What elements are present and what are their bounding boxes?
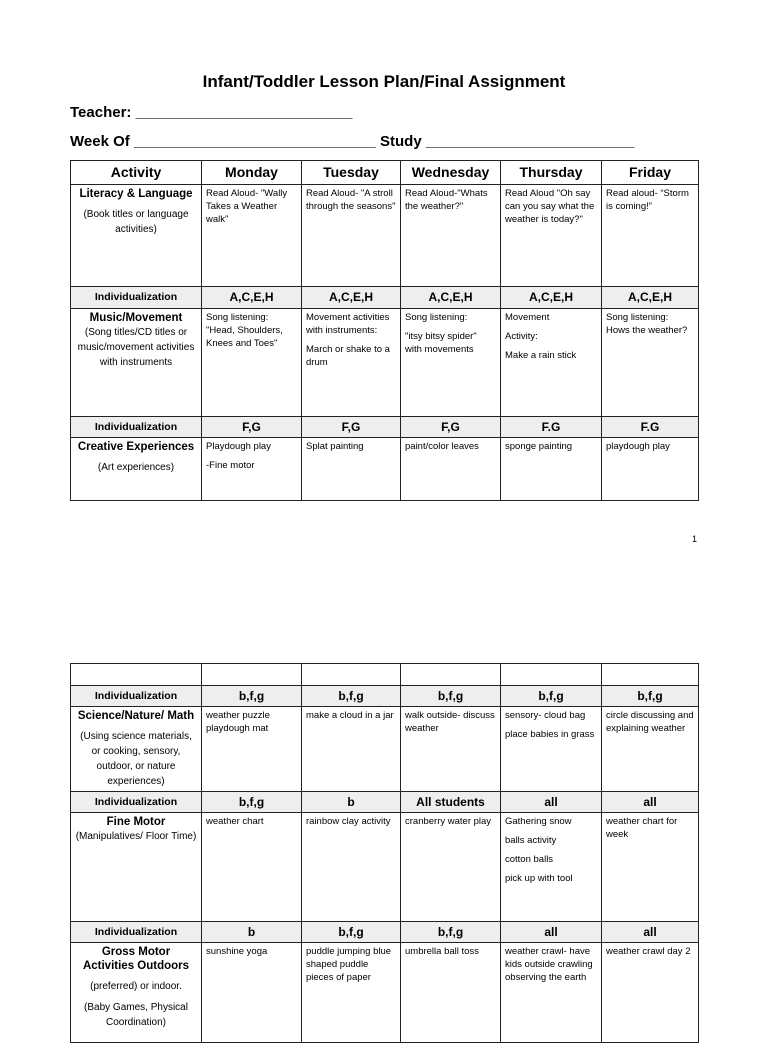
activity-subtitle: (Book titles or language activities) [83,209,189,235]
activity-entry-cell [602,707,699,792]
individualization-label: Individualization [71,792,202,813]
individualization-value: F,G [302,417,401,438]
individualization-value: all [501,792,602,813]
activity-entry-text: Read Aloud- "Wally Takes a Weather walk" [206,188,288,225]
week-study-line: Week Of _____________________________ Study _________________________ [70,133,635,150]
individualization-value: b,f,g [302,686,401,707]
header-tuesday: Tuesday [302,161,401,185]
activity-entry-cell [602,185,699,287]
activity-subtitle-2: (Baby Games, Physical Coordination) [84,1002,188,1028]
activity-entry-cell [602,943,699,1043]
individualization-row [71,922,699,943]
table-row [71,813,699,922]
activity-entry-text: paint/color leaves [405,441,479,452]
activity-entry-text: Make a rain stick [505,350,577,361]
individualization-label: Individualization [71,922,202,943]
activity-entry-cell [501,309,602,417]
individualization-value: All students [401,792,501,813]
document-title: Infant/Toddler Lesson Plan/Final Assignment [202,72,566,91]
activity-entry-cell [202,943,302,1043]
activity-cell-science [71,707,202,792]
activity-entry-text: Read Aloud "Oh say can you say what the weather is today?" [505,188,595,225]
activity-entry-text: weather crawl- have kids outside crawling observing the earth [505,946,593,983]
activity-entry-cell [401,309,501,417]
lesson-plan-table-page-2 [70,663,699,1043]
individualization-value: b,f,g [202,686,302,707]
activity-entry-text: March or shake to a drum [306,344,390,368]
activity-entry-cell [202,438,302,501]
individualization-value: b,f,g [401,922,501,943]
activity-entry-cell [302,813,401,922]
activity-entry-cell [501,813,602,922]
activity-title: Gross Motor Activities Outdoors [82,946,190,972]
page-number: 1 [692,534,698,544]
activity-subtitle: (preferred) or indoor. [90,981,182,992]
individualization-value: b [202,922,302,943]
individualization-value: A,C,E,H [202,287,302,309]
activity-entry-text: Gathering snow [505,816,572,827]
activity-entry-cell [302,438,401,501]
activity-entry-cell [501,438,602,501]
activity-entry-text: pick up with tool [505,873,573,884]
activity-entry-text: Movement activities with instruments: [306,312,390,336]
activity-cell-creative [71,438,202,501]
table-row [71,438,699,501]
empty-cell [302,664,401,686]
activity-entry-text: cranberry water play [405,816,492,827]
activity-entry-text: rainbow clay activity [306,816,391,827]
empty-cell [71,664,202,686]
individualization-value: all [602,792,699,813]
individualization-value: A,C,E,H [401,287,501,309]
lesson-plan-table-page-1 [70,160,699,501]
activity-entry-text: sunshine yoga [206,946,268,957]
individualization-value: b,f,g [401,686,501,707]
individualization-value: A,C,E,H [302,287,401,309]
activity-entry-text: Read Aloud- "A stroll through the seasons" [306,188,396,212]
activity-entry-text: Splat painting [306,441,364,452]
activity-entry-cell [501,707,602,792]
table-row [71,943,699,1043]
activity-entry-cell [202,707,302,792]
activity-entry-text: Movement [505,312,550,323]
individualization-row [71,287,699,309]
activity-entry-cell [602,309,699,417]
activity-entry-cell [501,185,602,287]
activity-entry-text: weather chart for week [606,816,678,840]
teacher-line: Teacher: __________________________ [70,104,353,121]
activity-entry-text: "itsy bitsy spider" with movements [405,331,477,355]
individualization-value: b,f,g [602,686,699,707]
activity-entry-cell [202,185,302,287]
activity-entry-text: Playdough play [206,441,271,452]
activity-entry-cell [302,707,401,792]
activity-entry-cell [401,707,501,792]
individualization-value: F,G [401,417,501,438]
empty-header-row [71,664,699,686]
activity-title: Music/Movement [89,312,183,324]
activity-entry-text: cotton balls [505,854,554,865]
activity-entry-text: Song listening: Hows the weather? [606,312,688,336]
activity-entry-cell [401,438,501,501]
activity-entry-text: weather chart [206,816,264,827]
activity-entry-text: walk outside- discuss weather [405,710,495,734]
activity-title: Fine Motor [106,816,166,828]
activity-subtitle: (Using science materials, or cooking, sensory, outdoor, or nature experiences) [80,731,192,787]
activity-entry-text: sensory- cloud bag [505,710,586,721]
activity-entry-text: puddle jumping blue shaped puddle pieces of paper [306,946,392,983]
activity-entry-text: place babies in grass [505,729,595,740]
activity-cell-music [71,309,202,417]
activity-entry-cell [202,309,302,417]
individualization-label: Individualization [71,686,202,707]
individualization-label: Individualization [71,287,202,309]
empty-cell [202,664,302,686]
activity-entry-text: balls activity [505,835,557,846]
activity-entry-cell [602,813,699,922]
empty-cell [401,664,501,686]
empty-cell [501,664,602,686]
activity-entry-text: Read aloud- “Storm is coming!” [606,188,689,212]
activity-cell-fine-motor [71,813,202,922]
individualization-value: A,C,E,H [602,287,699,309]
individualization-label: Individualization [71,417,202,438]
header-row [71,161,699,185]
activity-entry-text: Activity: [505,331,538,342]
activity-subtitle: (Art experiences) [97,462,175,473]
activity-entry-cell [202,813,302,922]
activity-entry-cell [302,185,401,287]
activity-entry-cell [602,438,699,501]
activity-entry-text: make a cloud in a jar [306,710,394,721]
activity-entry-text: Song listening: [405,312,468,323]
activity-entry-text: weather crawl day 2 [606,946,691,957]
activity-entry-text: Read Aloud-"Whats the weather?" [405,188,488,212]
activity-entry-cell [401,185,501,287]
individualization-row [71,792,699,813]
header-activity: Activity [71,161,202,185]
individualization-value: F,G [202,417,302,438]
activity-entry-cell [401,813,501,922]
individualization-value: b,f,g [302,922,401,943]
activity-cell-literacy [71,185,202,287]
activity-entry-cell [501,943,602,1043]
activity-title: Literacy & Language [79,188,193,200]
activity-cell-gross-motor [71,943,202,1043]
individualization-value: b [302,792,401,813]
empty-cell [602,664,699,686]
header-thursday: Thursday [501,161,602,185]
individualization-row [71,417,699,438]
individualization-value: all [602,922,699,943]
activity-subtitle: (Song titles/CD titles or music/movement activities with instruments [77,327,195,368]
table-row [71,309,699,417]
activity-entry-cell [302,943,401,1043]
activity-title: Science/Nature/ Math [77,710,195,722]
individualization-row [71,686,699,707]
individualization-value: F.G [602,417,699,438]
activity-entry-cell [401,943,501,1043]
activity-title: Creative Experiences [77,441,195,453]
activity-entry-cell [302,309,401,417]
header-friday: Friday [602,161,699,185]
header-monday: Monday [202,161,302,185]
activity-entry-text: weather puzzle playdough mat [206,710,270,734]
activity-entry-text: -Fine motor [206,460,255,471]
table-row [71,185,699,287]
individualization-value: all [501,922,602,943]
activity-entry-text: circle discussing and explaining weather [606,710,694,734]
table-row [71,707,699,792]
header-wednesday: Wednesday [401,161,501,185]
individualization-value: A,C,E,H [501,287,602,309]
activity-entry-text: sponge painting [505,441,573,452]
activity-entry-text: playdough play [606,441,670,452]
individualization-value: b,f,g [202,792,302,813]
individualization-value: F.G [501,417,602,438]
activity-subtitle: (Manipulatives/ Floor Time) [75,831,197,842]
activity-entry-text: umbrella ball toss [405,946,479,957]
individualization-value: b,f,g [501,686,602,707]
activity-entry-text: Song listening: "Head, Shoulders, Knees and Toes" [206,312,283,349]
